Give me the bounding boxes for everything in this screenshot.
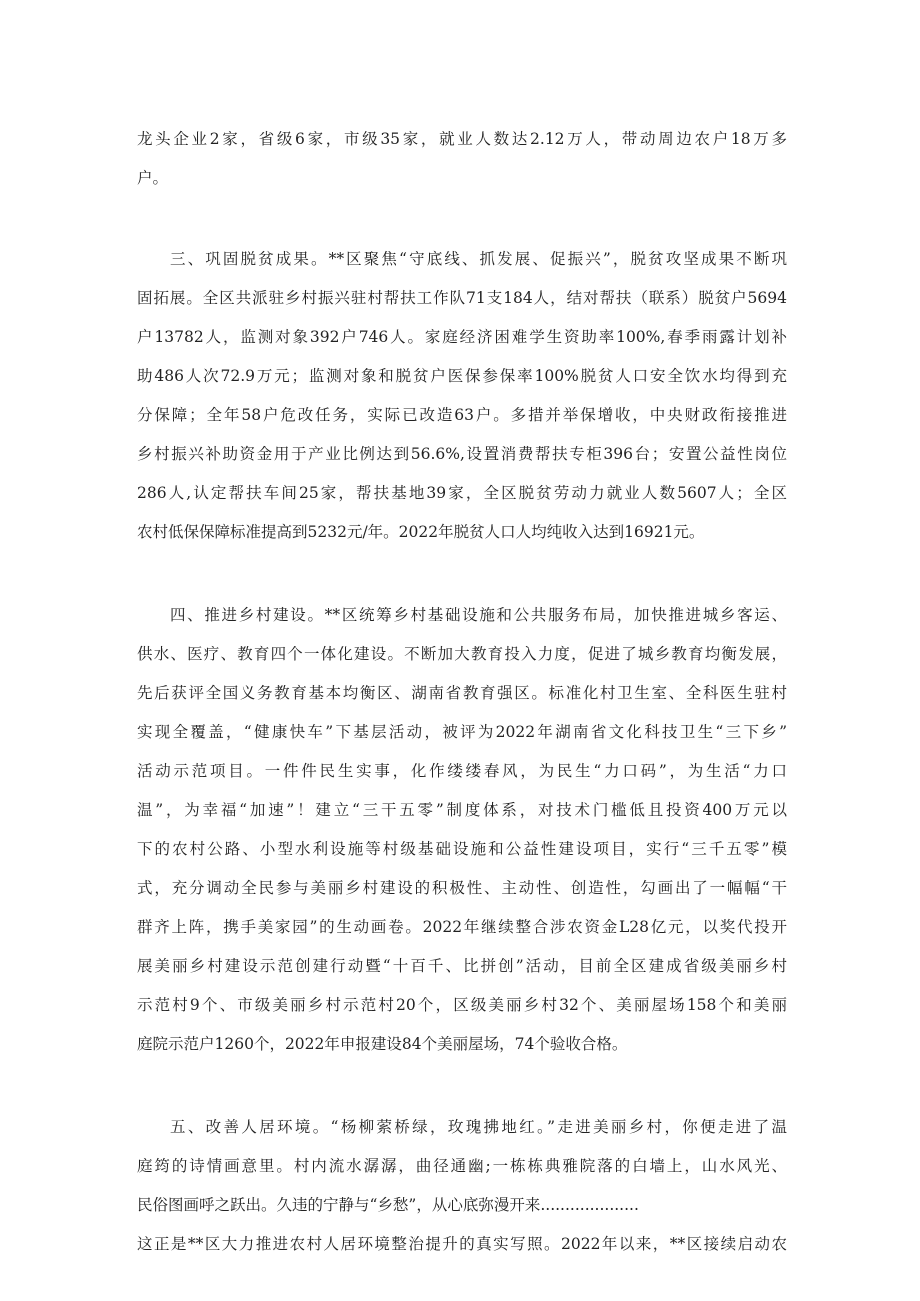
paragraph-3-line-6: 温”，为幸福“加速”！建立“三干五零”制度体系，对技术门槛低且投资400万元以 (137, 801, 787, 819)
paragraph-1-line-1: 龙头企业2家，省级6家，市级35家，就业人数达2.12万人，带动周边农户18万多 (137, 130, 787, 148)
paragraph-3-line-12: 庭院示范户1260个，2022年申报建设84个美丽屋场，74个验收合格。 (137, 1035, 628, 1053)
paragraph-2-line-3: 户13782人，监测对象392户746人。家庭经济困难学生资助率100%,春季雨露计划补 (137, 328, 787, 346)
paragraph-2-line-5: 分保障；全年58户危改任务，实际已改造63户。多措并举保增收，中央财政衔接推进 (137, 406, 787, 424)
paragraph-2-line-1: 三、巩固脱贫成果。**区聚焦“守底线、抓发展、促振兴”，脱贫攻坚成果不断巩 (170, 250, 787, 268)
paragraph-3-line-4: 实现全覆盖，“健康快车”下基层活动，被评为2022年湖南省文化科技卫生“三下乡” (137, 723, 787, 741)
paragraph-2-line-4: 助486人次72.9万元；监测对象和脱贫户医保参保率100%脱贫人口安全饮水均得到充 (137, 367, 787, 385)
paragraph-3-line-8: 式，充分调动全民参与美丽乡村建设的积极性、主动性、创造性，勾画出了一幅幅“干 (137, 879, 787, 897)
paragraph-2-line-6: 乡村振兴补助资金用于产业比例达到56.6%,设置消费帮扶专柜396台；安置公益性岗位 (137, 445, 787, 463)
paragraph-2-line-2: 固拓展。全区共派驻乡村振兴驻村帮扶工作队71支184人，结对帮扶（联系）脱贫户5694 (137, 289, 787, 307)
paragraph-3-line-2: 供水、医疗、教育四个一体化建设。不断加大教育投入力度，促进了城乡教育均衡发展， (137, 645, 787, 663)
paragraph-4-line-4: 这正是**区大力推进农村人居环境整治提升的真实写照。2022年以来，**区接续启动农 (137, 1235, 787, 1253)
paragraph-2-line-7: 286人,认定帮扶车间25家，帮扶基地39家，全区脱贫劳动力就业人数5607人；全区 (137, 484, 787, 502)
paragraph-3-line-5: 活动示范项目。一件件民生实事，化作缕缕春风，为民生“力口码”，为生活“力口 (137, 762, 787, 780)
paragraph-3-line-11: 示范村9个、市级美丽乡村示范村20个，区级美丽乡村32个、美丽屋场158个和美丽 (137, 996, 787, 1014)
paragraph-4-line-2: 庭筠的诗情画意里。村内流水潺潺，曲径通幽;一栋栋典雅院落的白墙上，山水风光、 (137, 1157, 787, 1175)
paragraph-3-line-7: 下的农村公路、小型水利设施等村级基础设施和公益性建设项目，实行“三千五零”模 (137, 840, 787, 858)
paragraph-3-line-9: 群齐上阵，携手美家园”的生动画卷。2022年继续整合涉农资金L28亿元，以奖代投开 (137, 918, 787, 936)
paragraph-1-line-2: 户。 (137, 169, 169, 187)
paragraph-3-line-10: 展美丽乡村建设示范创建行动暨“十百千、比拼创”活动，目前全区建成省级美丽乡村 (137, 957, 787, 975)
paragraph-3-line-3: 先后获评全国义务教育基本均衡区、湖南省教育强区。标准化村卫生室、全科医生驻村 (137, 684, 787, 702)
paragraph-2-line-8: 农村低保保障标准提高到5232元/年。2022年脱贫人口人均纯收入达到16921元。 (137, 523, 705, 541)
paragraph-4-line-1: 五、改善人居环境。“杨柳萦桥绿，玫瑰拂地红。”走进美丽乡村，你便走进了温 (170, 1118, 787, 1136)
paragraph-4-line-3: 民俗图画呼之跃出。久违的宁静与“乡愁”，从心底弥漫开来.................... (137, 1196, 639, 1214)
paragraph-3-line-1: 四、推进乡村建设。**区统筹乡村基础设施和公共服务布局，加快推进城乡客运、 (170, 606, 787, 624)
